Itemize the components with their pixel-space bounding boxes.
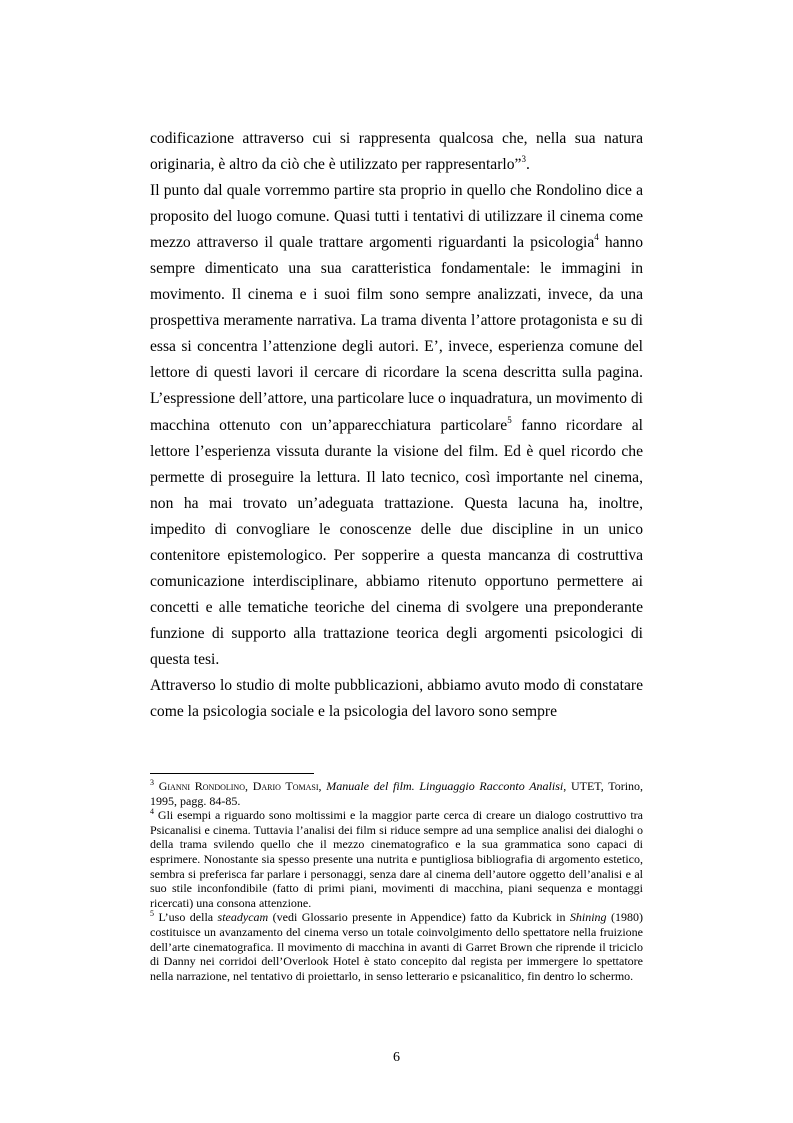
footnote-5: $^5$ L’uso della steadycam (vedi Glossario presente in Appendice) fatto da Kubrick in Shining (1980) costituisce un avanzamento del cinema verso un totale coinvolgimento dello spettatore nella fruizione dell’arte cinematografica. Il movimento di macchina in avanti di Garret Brown che riprende il triciclo di Danny nei corridoi dell’Overlook Hotel è stato concepito dal regista per immergere lo spettatore nella narrazione, nel tentativo di proiettarlo, in senso letterario e psicanalitico, fin dentro lo schermo. xyxy=(150,909,643,983)
footnote-number: 5 xyxy=(150,909,154,919)
book-title: Manuale del film. Linguaggio Racconto Analisi xyxy=(326,779,564,793)
paragraph-3: Attraverso lo studio di molte pubblicazioni, abbiamo avuto modo di constatare come la psicologia sociale e la psicologia del lavoro sono sempre xyxy=(150,676,643,721)
footnote-ref-5[interactable]: 5 xyxy=(507,414,512,425)
film-title: Shining xyxy=(569,910,607,925)
document-page xyxy=(150,0,643,1123)
footnote-4: $^4$ Gli esempi a riguardo sono moltissimi e la maggior parte cerca di creare un dialogo costruttivo tra Psicanalisi e cinema. Tuttavia l’analisi dei film si riduce sempre ad una semplice analisi dei dialoghi o della trama svilendo quello che il mezzo cinematografico e la sua grammatica sono capaci di esprimere. Nonostante sia spesso presente una nutrita e puntigliosa bibliografia di argomento estetico, sembra si preferisca far parlare i personaggi, senza dare al cinema dell’autore oggetto dell’analisi e al suo stile inconfondibile (fatto di primi piani, movimenti di macchina, piani sequenza e montaggi ricercati) una consona attenzione. xyxy=(150,807,643,910)
footnote-separator xyxy=(150,773,314,774)
footnote-ref-4[interactable]: 4 xyxy=(594,232,599,243)
paragraph-2: Il punto dal quale vorremmo partire sta proprio in quello che Rondolino dice a proposito del luogo comune. Quasi tutti i tentativi di utilizzare il cinema come mezzo attraverso il quale trattare argomenti riguardanti la psicologia$^4$ hanno sempre dimenticato una sua caratteristica fondamentale: le immagini in movimento. Il cinema e i suoi film sono sempre analizzati, invece, da una prospettiva meramente narrativa. La trama diventa l’attore protagonista e su di essa si concentra l’attenzione degli autori. E’, invece, esperienza comune del lettore di questi lavori il cercare di ricordare la scena descritta sulla pagina. L’espressione dell’attore, una particolare luce o inquadratura, un movimento di macchina ottenuto con un’apparecchiatura particolare$^5$ fanno ricordare al lettore l’esperienza vissuta durante la visione del film. Ed è quel ricordo che permette di proseguire la lettura. Il lato tecnico, così importante nel cinema, non ha mai trovato un’adeguata trattazione. Questa lacuna ha, inoltre, impedito di convogliare le conoscenze delle due discipline in un unico contenitore epistemologico. Per sopperire a questa mancanza di costruttiva comunicazione interdisciplinare, abbiamo ritenuto opportuno permettere ai concetti e alle tematiche teoriche del cinema di svolgere una preponderante funzione di supporto alla trattazione teorica degli argomenti psicologici di questa tesi. xyxy=(150,182,643,668)
page-number: 6 xyxy=(393,1050,400,1065)
footnote-number: 3 xyxy=(150,778,154,787)
footnotes xyxy=(150,779,643,983)
footnote-number: 4 xyxy=(150,807,154,817)
footnote-3: $^3$ Gianni Rondolino, Dario Tomasi, Manuale del film. Linguaggio Racconto Analisi, UTET, Torino, 1995, pagg. 84-85. xyxy=(150,778,644,808)
body-text xyxy=(150,126,643,725)
paragraph-1: codificazione attraverso cui si rappresenta qualcosa che, nella sua natura originaria, è altro da ciò che è utilizzato per rappresentarlo”$^3$. xyxy=(150,130,643,174)
footnote-ref-3[interactable]: 3 xyxy=(521,154,526,165)
